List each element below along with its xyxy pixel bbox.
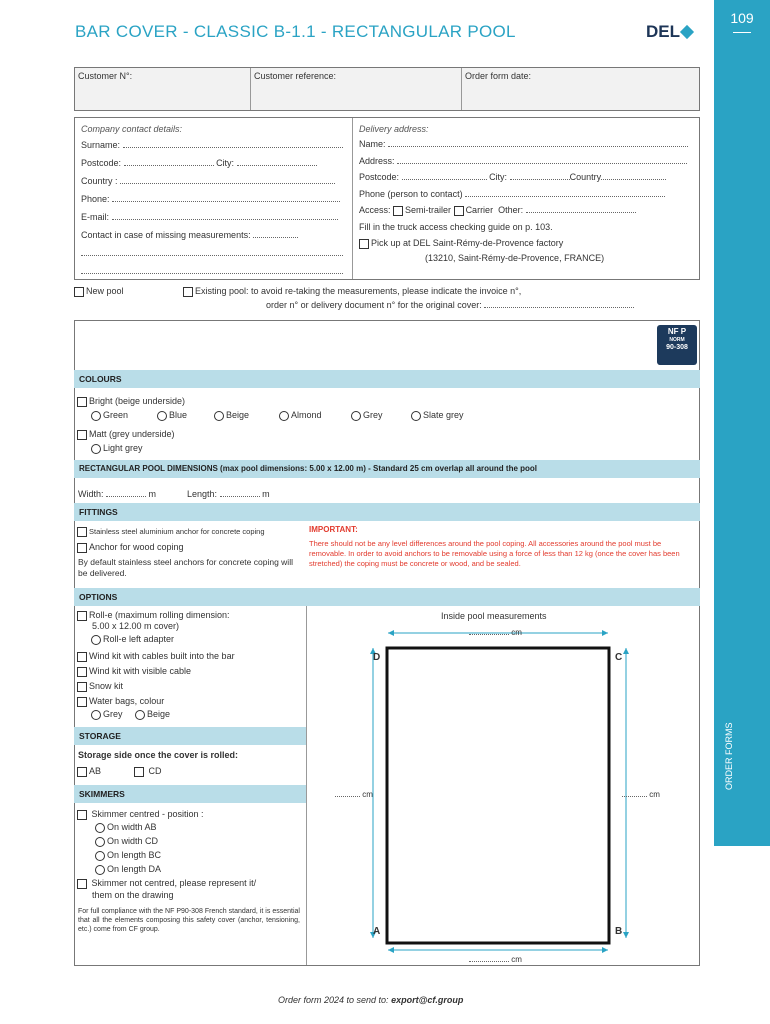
delivery-address-field[interactable]: Address: xyxy=(359,153,693,170)
bright-blue-radio[interactable]: Blue xyxy=(157,410,187,421)
contact-heading: Company contact details: xyxy=(81,124,183,134)
email-field[interactable]: E-mail: xyxy=(81,208,346,226)
phone-field[interactable]: Phone: xyxy=(81,190,346,208)
rolle-checkbox[interactable] xyxy=(77,611,87,621)
left-measurement-field[interactable]: cm xyxy=(335,790,373,799)
customer-reference-label: Customer reference: xyxy=(254,71,337,81)
corner-c-label: C xyxy=(615,652,623,663)
storage-cd-option[interactable]: CD xyxy=(134,766,162,777)
footer-email-link[interactable]: export@cf.group xyxy=(391,995,464,1005)
del-logo: DEL xyxy=(646,22,692,42)
nf-safety-label: SAFETY xyxy=(659,361,675,366)
snow-kit-option[interactable]: Snow kit xyxy=(77,681,123,692)
delivery-heading: Delivery address: xyxy=(359,124,429,134)
surname-field[interactable]: Surname: xyxy=(81,136,346,154)
dimensions-section-header: RECTANGULAR POOL DIMENSIONS (max pool dimensions: 5.00 x 12.00 m) - Standard 25 cm overlap all around the pool xyxy=(74,460,700,478)
default-anchor-note: By default stainless steel anchors for concrete coping will be delivered. xyxy=(78,557,293,578)
corner-b-label: B xyxy=(615,926,623,937)
water-bags-option[interactable]: Water bags, colour xyxy=(77,696,164,707)
contact-extra-line-1[interactable] xyxy=(81,244,346,262)
delivery-section xyxy=(353,118,699,279)
wind-kit-bar-option[interactable]: Wind kit with cables built into the bar xyxy=(77,651,235,662)
nf-norm-badge: NF P NORM 90-308 xyxy=(657,325,697,365)
length-field[interactable]: Length: m xyxy=(187,489,270,499)
storage-side-label: Storage side once the cover is rolled: xyxy=(78,750,239,760)
customer-info-box xyxy=(74,67,700,111)
side-tab xyxy=(714,0,770,846)
contact-extra-line-2[interactable] xyxy=(81,262,346,280)
rolle-dimension: 5.00 x 12.00 m cover) xyxy=(92,621,180,631)
skimmer-length-bc-radio[interactable]: On length BC xyxy=(95,850,161,861)
options-section-header: OPTIONS xyxy=(74,588,700,606)
skimmer-not-centred-note: them on the drawing xyxy=(92,890,174,900)
important-heading: IMPORTANT: xyxy=(309,525,358,534)
skimmer-width-ab-radio[interactable]: On width AB xyxy=(95,822,157,833)
footer-text: Order form 2024 to send to: export@cf.group xyxy=(278,995,464,1005)
bright-green-radio[interactable]: Green xyxy=(91,410,128,421)
matt-checkbox[interactable] xyxy=(77,430,87,440)
delivery-name-field[interactable]: Name: xyxy=(359,136,693,153)
corner-a-label: A xyxy=(373,926,381,937)
right-measurement-field[interactable]: cm xyxy=(622,790,660,799)
page-number-underline xyxy=(733,32,751,33)
delivery-phone-field[interactable]: Phone (person to contact) xyxy=(359,186,693,203)
delivery-postcode-field[interactable]: Postcode: City: Country xyxy=(359,169,693,186)
wind-kit-bar-checkbox[interactable] xyxy=(77,652,87,662)
page-title: BAR COVER - CLASSIC B-1.1 - RECTANGULAR POOL xyxy=(75,22,516,41)
fittings-section-header: FITTINGS xyxy=(74,503,700,521)
bright-slate-grey-radio[interactable]: Slate grey xyxy=(411,410,464,421)
bright-almond-radio[interactable]: Almond xyxy=(279,410,322,421)
truck-guide-text: Fill in the truck access checking guide on p. 103. xyxy=(359,221,553,232)
skimmer-centred-option[interactable]: Skimmer centred - position : xyxy=(77,809,204,820)
matt-light-grey-radio[interactable]: Light grey xyxy=(91,443,143,454)
corner-d-label: D xyxy=(373,652,381,663)
top-measurement-field[interactable]: cm xyxy=(469,628,522,637)
new-pool-option[interactable]: New pool xyxy=(74,286,124,297)
skimmer-centred-checkbox[interactable] xyxy=(77,810,87,820)
bright-option[interactable]: Bright (beige underside) xyxy=(77,396,185,407)
width-field[interactable]: Width: m xyxy=(78,489,157,499)
existing-pool-option[interactable]: Existing pool: to avoid re-taking the measurements, please indicate the invoice n°, xyxy=(183,286,521,297)
pickup-row: Pick up at DEL Saint-Rémy-de-Provence factory xyxy=(359,235,693,252)
important-text: There should not be any level differences around the pool coping. All accessories around the pool must be removable. In order to avoid anchors to be removable using a force of less than 12 kg (once the cover has been stretched) the coping must be concrete or wood, and be sealed. xyxy=(309,539,680,568)
skimmer-not-centred-option[interactable]: Skimmer not centred, please represent it/ xyxy=(77,878,256,889)
contact-section xyxy=(75,118,353,279)
storage-ab-option[interactable]: AB xyxy=(77,766,101,777)
carrier-checkbox[interactable] xyxy=(454,206,464,216)
side-label: ORDER FORMS xyxy=(724,722,734,790)
pickup-checkbox[interactable] xyxy=(359,239,369,249)
options-divider xyxy=(306,606,307,965)
customer-number-label: Customer N°: xyxy=(78,71,133,81)
postcode-city-field[interactable]: Postcode: City: xyxy=(81,154,346,172)
bright-grey-radio[interactable]: Grey xyxy=(351,410,383,421)
missing-measurements-field[interactable]: Contact in case of missing measurements: xyxy=(81,226,346,244)
storage-cd-checkbox[interactable] xyxy=(134,767,144,777)
compliance-note: For full compliance with the NF P90-308 French standard, it is essential that all the elements composing this safety cover (anchor, tensioning, etc.) come from CF group. xyxy=(78,908,300,933)
drawing-title: Inside pool measurements xyxy=(441,611,547,621)
rolle-adapter-radio[interactable]: Roll-e left adapter xyxy=(91,634,174,645)
wood-anchor-checkbox[interactable] xyxy=(77,543,87,553)
bright-checkbox[interactable] xyxy=(77,397,87,407)
logo-diamond-icon xyxy=(680,25,694,39)
page-number: 109 xyxy=(730,10,754,26)
skimmer-length-da-radio[interactable]: On length DA xyxy=(95,864,161,875)
skimmers-section-header: SKIMMERS xyxy=(74,785,306,803)
bottom-measurement-field[interactable]: cm xyxy=(469,955,522,964)
skimmer-not-centred-checkbox[interactable] xyxy=(77,879,87,889)
storage-ab-checkbox[interactable] xyxy=(77,767,87,777)
wood-anchor-option[interactable]: Anchor for wood coping xyxy=(77,542,184,553)
access-row: Access: Semi-trailer Carrier Other: xyxy=(359,202,693,219)
wind-kit-cable-checkbox[interactable] xyxy=(77,667,87,677)
country-field[interactable]: Country : xyxy=(81,172,346,190)
water-bags-beige-radio[interactable]: Beige xyxy=(135,709,170,720)
water-bags-grey-radio[interactable]: Grey xyxy=(91,709,123,720)
rolle-option[interactable]: Roll-e (maximum rolling dimension: xyxy=(77,610,230,621)
snow-kit-checkbox[interactable] xyxy=(77,682,87,692)
matt-option[interactable]: Matt (grey underside) xyxy=(77,429,175,440)
existing-pool-checkbox[interactable] xyxy=(183,287,193,297)
skimmer-width-cd-radio[interactable]: On width CD xyxy=(95,836,158,847)
customer-reference-field[interactable] xyxy=(251,68,462,110)
water-bags-checkbox[interactable] xyxy=(77,697,87,707)
existing-pool-reference-field[interactable]: order n° or delivery document n° for the original cover: xyxy=(266,300,634,310)
storage-section-header: STORAGE xyxy=(74,727,306,745)
pickup-address: (13210, Saint-Rémy-de-Provence, FRANCE) xyxy=(425,252,605,263)
bright-beige-radio[interactable]: Beige xyxy=(214,410,249,421)
semi-trailer-checkbox[interactable] xyxy=(393,206,403,216)
order-date-field[interactable] xyxy=(462,68,699,110)
order-date-label: Order form date: xyxy=(465,71,532,81)
concrete-anchor-checkbox[interactable] xyxy=(77,527,87,537)
concrete-anchor-option[interactable]: Stainless steel aluminium anchor for concrete coping xyxy=(77,527,265,537)
wind-kit-cable-option[interactable]: Wind kit with visible cable xyxy=(77,666,191,677)
new-pool-checkbox[interactable] xyxy=(74,287,84,297)
customer-number-field[interactable] xyxy=(75,68,251,110)
colours-section-header: COLOURS xyxy=(74,370,700,388)
contact-delivery-box xyxy=(74,117,700,280)
